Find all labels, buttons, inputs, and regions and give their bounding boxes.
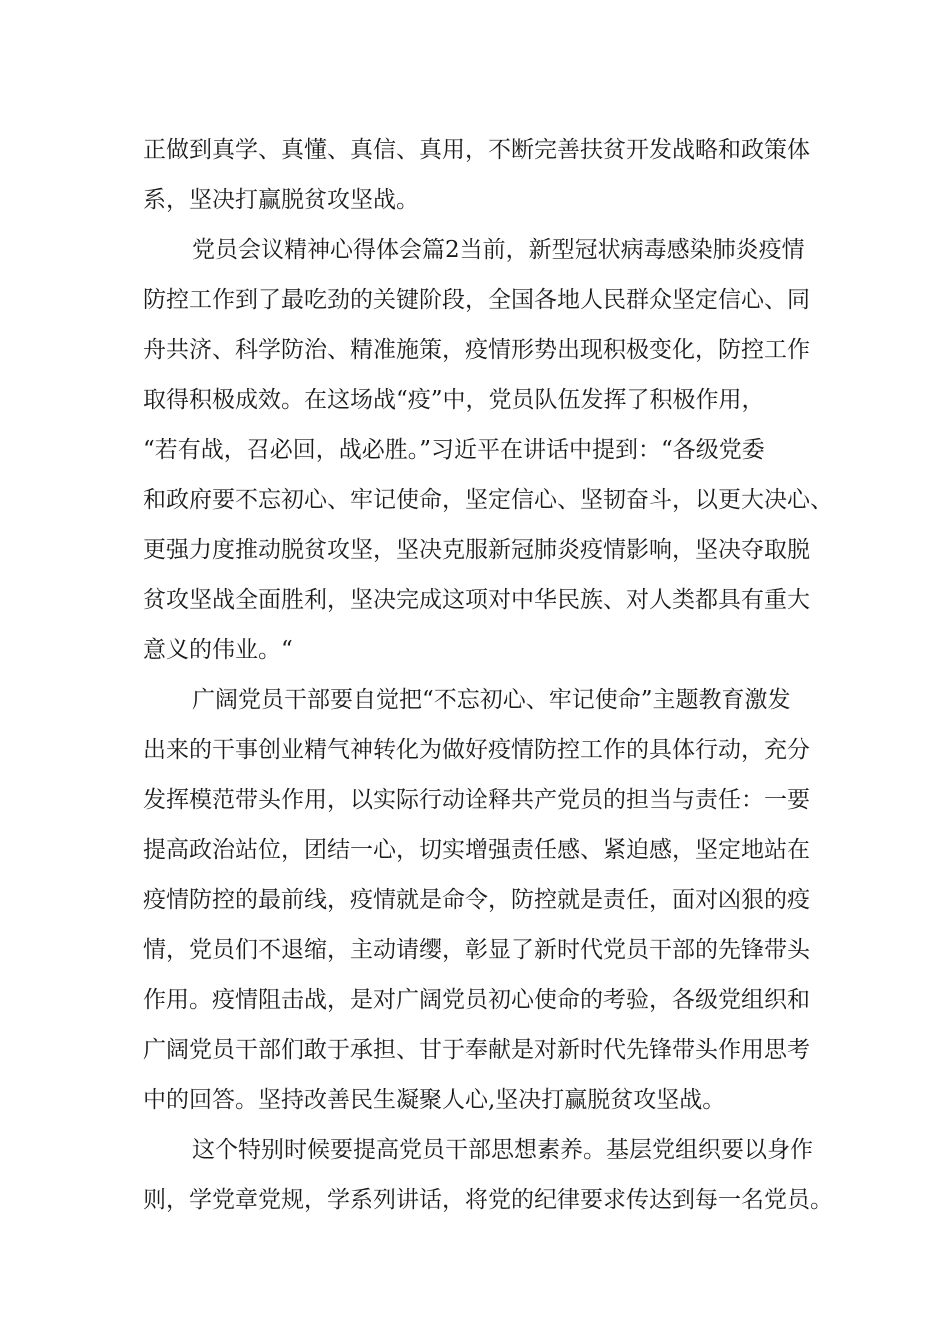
line-text: 舟共济、科学防治、精准施策，疫情形势出现积极变化，防控工作 [143,337,810,363]
line-text: 和政府要不忘初心、牢记使命，坚定信心、坚韧奋斗，以更大决心、 [143,487,833,513]
text-line [0,925,950,975]
text-line [0,775,950,825]
text-line [0,375,950,425]
text-line [0,425,950,475]
text-line [0,125,950,175]
text-line [0,1175,950,1225]
line-text: 提高政治站位，团结一心，切实增强责任感、紧迫感，坚定地站在 [143,837,810,863]
line-text: 防控工作到了最吃劲的关键阶段，全国各地人民群众坚定信心、同 [143,287,810,313]
text-line [0,475,950,525]
text-line [0,275,950,325]
text-line [0,1125,950,1175]
text-line [0,1025,950,1075]
line-text: 贫攻坚战全面胜利，坚决完成这项对中华民族、对人类都具有重大 [143,587,810,613]
line-text: 中的回答。坚持改善民生凝聚人心,坚决打赢脱贫攻坚战。 [143,1087,726,1113]
text-line [0,525,950,575]
text-line [0,975,950,1025]
line-text: 则，学党章党规，学系列讲话，将党的纪律要求传达到每一名党员。 [143,1187,833,1213]
line-text: 党员会议精神心得体会篇2当前，新型冠状病毒感染肺炎疫情 [192,237,805,263]
text-line [0,875,950,925]
line-text: 作用。疫情阻击战，是对广阔党员初心使命的考验，各级党组织和 [143,987,810,1013]
line-text: 更强力度推动脱贫攻坚，坚决克服新冠肺炎疫情影响，坚决夺取脱 [143,537,810,563]
line-text: 取得积极成效。在这场战“疫”中，党员队伍发挥了积极作用， [143,387,765,413]
text-line [0,325,950,375]
line-text: 正做到真学、真懂、真信、真用，不断完善扶贫开发战略和政策体 [143,137,810,163]
line-text: 情，党员们不退缩，主动请缨，彰显了新时代党员干部的先锋带头 [143,937,810,963]
line-text: 疫情防控的最前线，疫情就是命令，防控就是责任，面对凶狠的疫 [143,887,810,913]
text-line [0,825,950,875]
text-line [0,225,950,275]
text-line [0,175,950,225]
text-line [0,1075,950,1125]
text-line [0,725,950,775]
line-text: 广阔党员干部要自觉把“不忘初心、牢记使命”主题教育激发 [192,687,791,713]
line-text: 意义的伟业。“ [143,637,293,663]
line-text: “若有战，召必回，战必胜。”习近平在讲话中提到：“各级党委 [143,437,765,463]
line-text: 系，坚决打赢脱贫攻坚战。 [143,187,419,213]
text-line [0,675,950,725]
line-text: 发挥模范带头作用，以实际行动诠释共产党员的担当与责任：一要 [143,787,810,813]
text-line [0,625,950,675]
text-line [0,575,950,625]
line-text: 广阔党员干部们敢于承担、甘于奉献是对新时代先锋带头作用思考 [143,1037,810,1063]
line-text: 这个特别时候要提高党员干部思想素养。基层党组织要以身作 [192,1137,813,1163]
line-text: 出来的干事创业精气神转化为做好疫情防控工作的具体行动，充分 [143,737,810,763]
